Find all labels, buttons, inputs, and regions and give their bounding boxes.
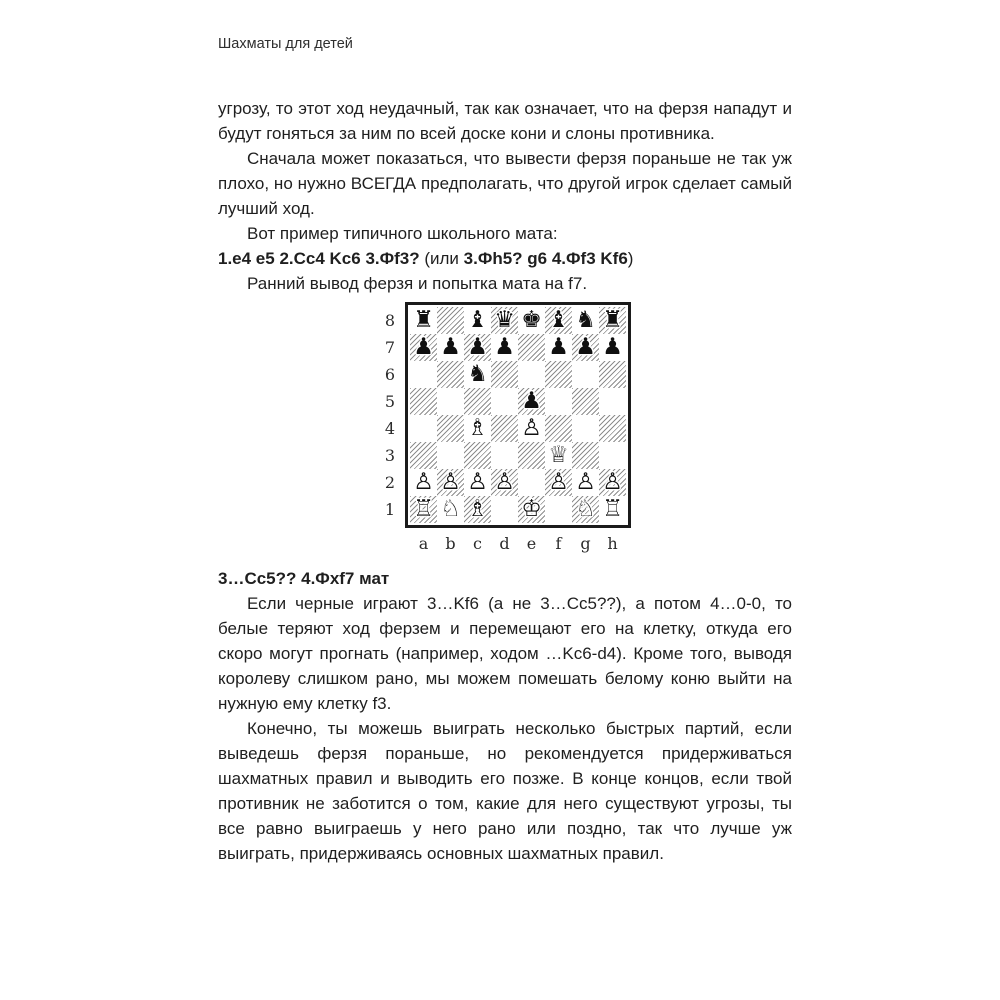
square-a6 <box>410 361 437 388</box>
square-e2 <box>518 469 545 496</box>
rank-label-6: 6 <box>384 365 395 384</box>
move-text-segment: ) <box>627 249 634 268</box>
square-f2 <box>545 469 572 496</box>
square-g3 <box>572 442 599 469</box>
square-c5 <box>464 388 491 415</box>
square-d1 <box>491 496 518 523</box>
running-head: Шахматы для детей <box>218 36 353 52</box>
piece-white-rook: ♖ <box>413 496 434 522</box>
diagram-caption: Ранний вывод ферзя и попытка мата на f7. <box>247 274 588 293</box>
rank-label-3: 3 <box>384 446 395 465</box>
piece-white-knight: ♘ <box>575 496 596 522</box>
square-d5 <box>491 388 518 415</box>
file-label-f: f <box>555 534 562 553</box>
square-b1 <box>437 496 464 523</box>
square-e5 <box>518 388 545 415</box>
square-a3 <box>410 442 437 469</box>
square-f1 <box>545 496 572 523</box>
square-e3 <box>518 442 545 469</box>
square-f8 <box>545 307 572 334</box>
square-c3 <box>464 442 491 469</box>
file-label-c: c <box>473 534 482 553</box>
square-a7 <box>410 334 437 361</box>
piece-black-pawn: ♟ <box>602 334 623 360</box>
chess-diagram <box>379 302 631 556</box>
square-e6 <box>518 361 545 388</box>
piece-black-queen: ♛ <box>494 307 515 333</box>
piece-black-bishop: ♝ <box>467 307 488 333</box>
result-line: 3…Cc5?? 4.Фxf7 мат <box>218 569 390 588</box>
move-text-segment: 1.e4 e5 2.Cc4 Kc6 3.Фf3? <box>218 249 425 268</box>
square-g5 <box>572 388 599 415</box>
file-label-g: g <box>580 534 591 553</box>
paragraph: Сначала может показаться, что вывести ферзя пораньше не так уж плохо, но нужно ВСЕГДА предполагать, что другой игрок сделает самый лучший ход. <box>218 149 792 218</box>
rank-label-4: 4 <box>384 419 395 438</box>
piece-white-king: ♔ <box>521 496 542 522</box>
square-g6 <box>572 361 599 388</box>
paragraph: Если черные играют 3…Kf6 (а не 3…Cc5??), а потом 4…0-0, то белые теряют ход ферзем и перемещают его на клетку, откуда его скоро могут прогнать (например, ходом …Kc6-d4). Кроме того, выводя королеву слишком рано, мы можем помешать белому коню выйти на нужную ему клетку f3. <box>218 594 792 713</box>
rank-label-5: 5 <box>384 392 395 411</box>
piece-white-pawn: ♙ <box>467 469 488 495</box>
piece-black-pawn: ♟ <box>467 334 488 360</box>
piece-black-pawn: ♟ <box>413 334 434 360</box>
piece-black-king: ♚ <box>521 307 542 333</box>
square-d3 <box>491 442 518 469</box>
piece-white-queen: ♕ <box>548 442 569 468</box>
square-h6 <box>599 361 626 388</box>
square-a4 <box>410 415 437 442</box>
piece-white-pawn: ♙ <box>521 415 542 441</box>
square-d2 <box>491 469 518 496</box>
piece-white-knight: ♘ <box>440 496 461 522</box>
square-d8 <box>491 307 518 334</box>
piece-black-pawn: ♟ <box>548 334 569 360</box>
chess-board <box>405 302 631 528</box>
piece-black-knight: ♞ <box>467 361 488 387</box>
piece-white-pawn: ♙ <box>602 469 623 495</box>
square-g4 <box>572 415 599 442</box>
paragraph: Конечно, ты можешь выиграть несколько быстрых партий, если выведешь ферзя пораньше, но рекомендуется придерживаться шахматных правил и выводить его позже. В конце концов, если твой противник не заботится о том, какие для него существуют угрозы, ты все равно выиграешь у него рано или поздно, так что лучше уж выиграть, придерживаясь основных шахматных правил. <box>218 719 792 863</box>
square-d6 <box>491 361 518 388</box>
square-c1 <box>464 496 491 523</box>
square-f3 <box>545 442 572 469</box>
square-e7 <box>518 334 545 361</box>
square-e1 <box>518 496 545 523</box>
square-d7 <box>491 334 518 361</box>
piece-white-pawn: ♙ <box>575 469 596 495</box>
paragraph: Вот пример типичного школьного мата: <box>247 224 558 243</box>
square-a1 <box>410 496 437 523</box>
piece-white-pawn: ♙ <box>548 469 569 495</box>
square-g2 <box>572 469 599 496</box>
piece-black-pawn: ♟ <box>440 334 461 360</box>
rank-label-1: 1 <box>384 500 395 519</box>
piece-white-bishop: ♗ <box>467 415 488 441</box>
square-c2 <box>464 469 491 496</box>
square-c4 <box>464 415 491 442</box>
square-a5 <box>410 388 437 415</box>
file-label-d: d <box>499 534 510 553</box>
square-b2 <box>437 469 464 496</box>
rank-label-2: 2 <box>384 473 395 492</box>
square-g8 <box>572 307 599 334</box>
piece-black-pawn: ♟ <box>575 334 596 360</box>
piece-white-bishop: ♗ <box>467 496 488 522</box>
square-b5 <box>437 388 464 415</box>
square-h8 <box>599 307 626 334</box>
square-b8 <box>437 307 464 334</box>
move-text-segment: 3.Фh5? g6 4.Фf3 Kf6 <box>463 249 628 268</box>
square-c6 <box>464 361 491 388</box>
square-g7 <box>572 334 599 361</box>
square-a8 <box>410 307 437 334</box>
square-f4 <box>545 415 572 442</box>
piece-black-bishop: ♝ <box>548 307 569 333</box>
piece-white-pawn: ♙ <box>440 469 461 495</box>
square-e8 <box>518 307 545 334</box>
file-label-a: a <box>418 534 429 553</box>
piece-black-rook: ♜ <box>602 307 623 333</box>
square-c7 <box>464 334 491 361</box>
square-e4 <box>518 415 545 442</box>
square-h7 <box>599 334 626 361</box>
piece-white-pawn: ♙ <box>413 469 434 495</box>
square-h2 <box>599 469 626 496</box>
page-body <box>218 96 792 866</box>
square-a2 <box>410 469 437 496</box>
piece-black-knight: ♞ <box>575 307 596 333</box>
file-labels <box>410 531 631 556</box>
moves-line <box>218 246 792 271</box>
piece-white-rook: ♖ <box>602 496 623 522</box>
square-f5 <box>545 388 572 415</box>
square-f7 <box>545 334 572 361</box>
rank-labels <box>379 307 395 523</box>
square-c8 <box>464 307 491 334</box>
file-label-e: e <box>526 534 537 553</box>
move-text-segment: (или <box>424 249 464 268</box>
rank-label-7: 7 <box>384 338 395 357</box>
square-f6 <box>545 361 572 388</box>
file-label-b: b <box>445 534 456 553</box>
piece-white-pawn: ♙ <box>494 469 515 495</box>
square-h3 <box>599 442 626 469</box>
piece-black-pawn: ♟ <box>494 334 515 360</box>
square-b7 <box>437 334 464 361</box>
square-b6 <box>437 361 464 388</box>
square-b3 <box>437 442 464 469</box>
square-d4 <box>491 415 518 442</box>
paragraph-continued: угрозу, то этот ход неудачный, так как означает, что на ферзя нападут и будут гоняться за ним по всей доске кони и слоны противника. <box>218 99 792 143</box>
file-label-h: h <box>607 534 618 553</box>
piece-black-rook: ♜ <box>413 307 434 333</box>
square-h4 <box>599 415 626 442</box>
rank-label-8: 8 <box>384 311 395 330</box>
square-h1 <box>599 496 626 523</box>
square-g1 <box>572 496 599 523</box>
square-b4 <box>437 415 464 442</box>
piece-black-pawn: ♟ <box>521 388 542 414</box>
square-h5 <box>599 388 626 415</box>
